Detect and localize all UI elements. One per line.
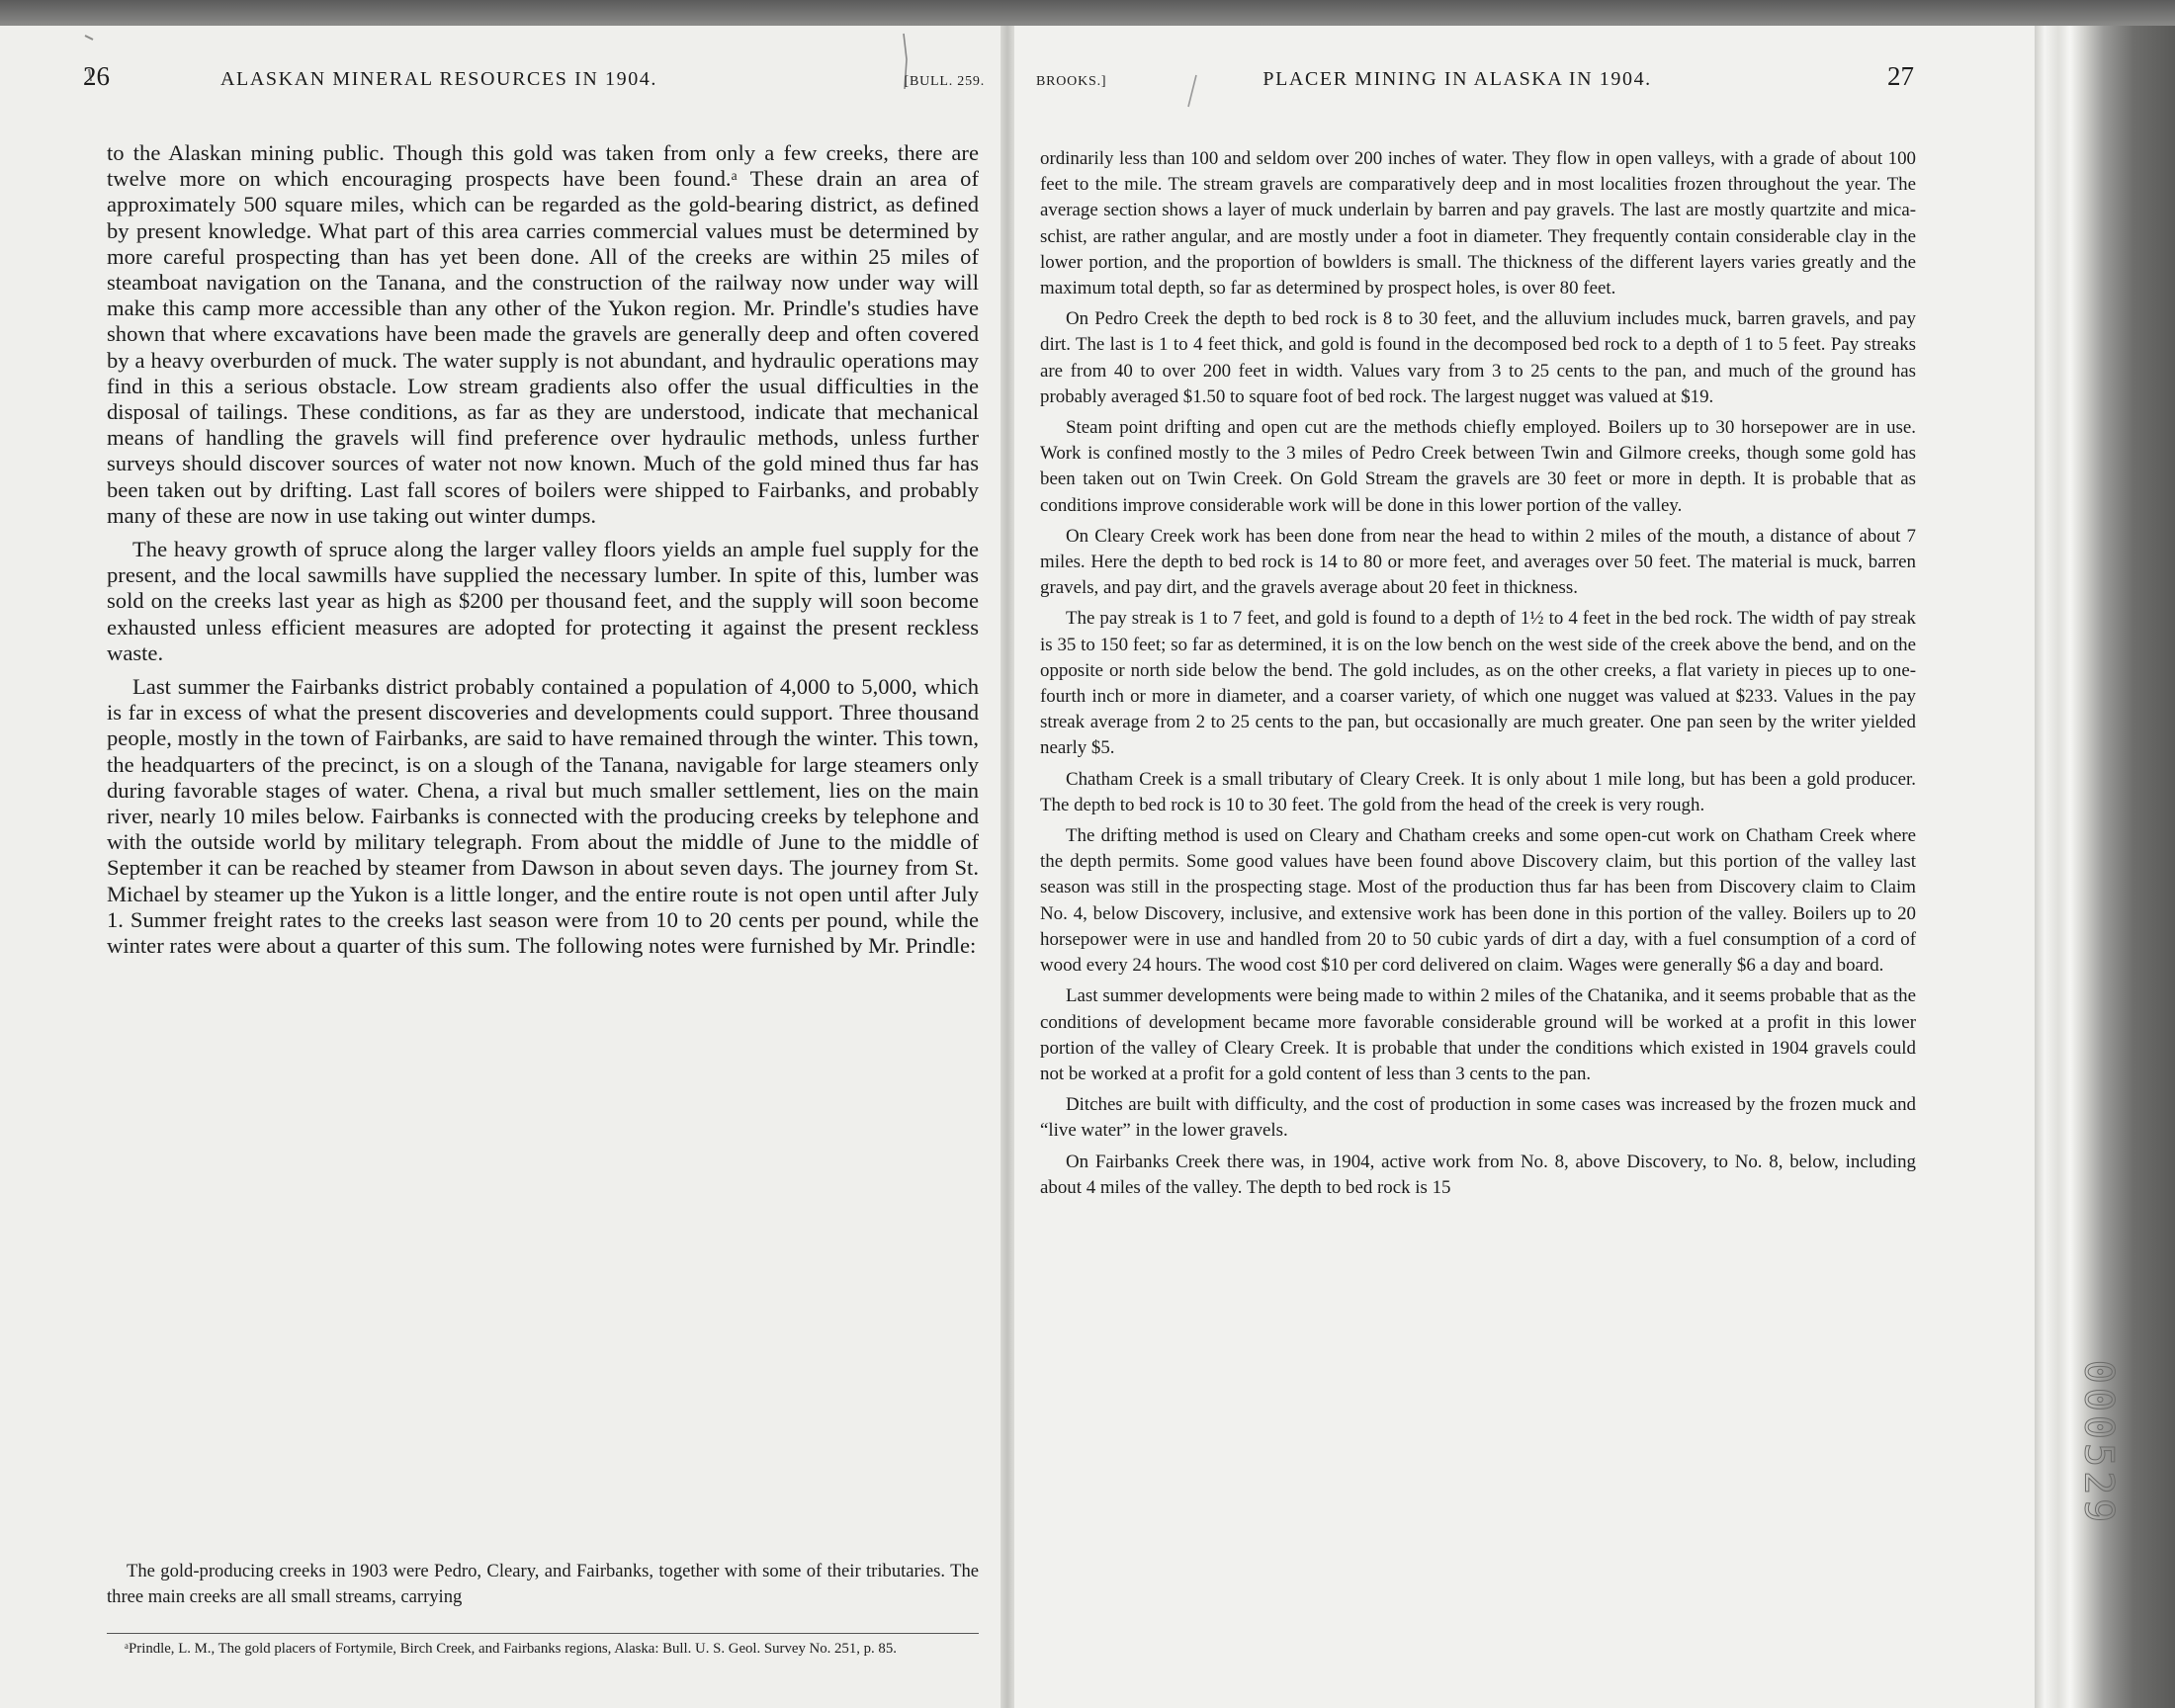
paragraph: Ditches are built with difficulty, and the cost of production in some cases was increased by the frozen muck and “live water” in the lower gravels. [1040, 1094, 1916, 1142]
paragraph: The heavy growth of spruce along the larger valley floors yields an ample fuel supply for the present, and the local sawmills have supplied the necessary lumber. In spite of this, lumber was sold on the creeks last year as high as $200 per thousand feet, and the supply will soon become exhausted unless efficient measures are adopted for protecting it against the present reckless waste. [107, 537, 979, 665]
author-tag: BROOKS.] [1036, 74, 1107, 89]
paragraph: On Fairbanks Creek there was, in 1904, active work from No. 8, above Discovery, to No. 8, below, including about 4 miles of the valley. The depth to bed rock is 15 [1040, 1151, 1916, 1198]
left-running-head [83, 61, 985, 101]
paragraph: On Pedro Creek the depth to bed rock is 8 to 30 feet, and the alluvium includes muck, barren gravels, and pay dirt. The last is 1 to 4 feet thick, and gold is found in the decomposed bed rock to a depth of 1 to 5 feet. Pay streaks are from 40 to over 200 feet in width. Values vary from 3 to 25 cents to the pan, and much of the ground has probably averaged $1.50 to square foot of bed rock. The largest nugget was valued at $19. [1040, 308, 1916, 407]
archive-stamp-number: 000529 [2075, 1359, 2121, 1527]
paragraph: Chatham Creek is a small tributary of Cleary Creek. It is only about 1 mile long, but has been a gold producer. The depth to bed rock is 10 to 30 feet. The gold from the head of the creek is very rough. [1040, 768, 1916, 815]
paragraph: to the Alaskan mining public. Though this gold was taken from only a few creeks, there are twelve more on which encouraging prospects have been found.ᵃ These drain an area of approximately 500 square miles, which can be regarded as the gold-bearing district, as defined by present knowledge. What part of this area carries commercial values must be determined by more careful prospecting than has yet been done. All of the creeks are within 25 miles of steamboat navigation on the Tanana, and the construction of the railway now under way will make this camp more accessible than any other of the Yukon region. Mr. Prindle's studies have shown that where excavations have been made the gravels are generally deep and often covered by a heavy overburden of muck. The water supply is not abundant, and hydraulic operations may find in this a serious obstacle. Low stream gradients also offer the usual difficulties in the disposal of tailings. These conditions, as far as they are understood, indicate that mechanical means of handling the gravels will find preference over hydraulic methods, unless further surveys should discover sources of water not now known. Much of the gold mined thus far has been taken out by drifting. Last fall scores of boilers were shipped to Fairbanks, and probably many of these are now in use taking out winter dumps. [107, 140, 979, 528]
footnote-rule [107, 1633, 979, 1634]
left-running-title: ALASKAN MINERAL RESOURCES IN 1904. [220, 68, 658, 90]
paragraph: The drifting method is used on Cleary and Chatham creeks and some open-cut work on Chatham Creek where the depth permits. Some good values have been found above Discovery claim, but this portion of the valley last season was still in the prospecting stage. Most of the production thus far has been from Discovery claim to Claim No. 4, below Discovery, inclusive, and extensive work has been done in this portion of the valley. Boilers up to 20 horsepower were in use and handled from 20 to 50 cubic yards of dirt a day, with a fuel consumption of a cord of wood every 24 hours. The wood cost $10 per cord delivered on claim. Wages were generally $6 a day and board. [1040, 825, 1916, 977]
right-body-text [1040, 146, 1916, 1206]
right-page-number: 27 [1887, 61, 1914, 91]
paragraph: Last summer developments were being made to within 2 miles of the Chatanika, and it seems probable that as the conditions of development became more favorable considerable ground will be worked at a profit in this lower portion of the valley of Cleary Creek. It is probable that under the conditions which existed in 1904 gravels could not be worked at a profit for a gold content of less than 3 cents to the pan. [1040, 985, 1916, 1084]
archive-stamp [2075, 1324, 2121, 1562]
right-running-title: PLACER MINING IN ALASKA IN 1904. [1262, 68, 1652, 90]
scan-top-band [0, 0, 2175, 26]
left-page-number: 26 [83, 61, 110, 91]
left-body-text [107, 140, 979, 959]
paragraph: On Cleary Creek work has been done from near the head to within 2 miles of the mouth, a distance of about 7 miles. Here the depth to bed rock is 14 to 80 or more feet, and averages over 50 feet. The material is muck, barren gravels, and pay dirt, and the gravels average about 20 feet in thickness. [1040, 525, 1916, 599]
paragraph: Steam point drifting and open cut are the methods chiefly employed. Boilers up to 30 horsepower are in use. Work is confined mostly to the 3 miles of Pedro Creek between Twin and Gilmore creeks, though some gold has been taken out on Twin Creek. On Gold Stream the gravels are 30 feet or more in depth. It is probable that as conditions improve considerable work will be done in this lower portion of the valley. [1040, 417, 1916, 516]
paragraph: The pay streak is 1 to 7 feet, and gold is found to a depth of 1½ to 4 feet in the bed rock. The width of pay streak is 35 to 150 feet; so far as determined, it is on the low bench on the west side of the creek above the bend, and on the opposite or north side below the bend. The gold includes, as on the other creeks, a flat variety in pieces up to one-fourth inch or more in diameter, and a coarser variety, of which one nugget was valued at $233. Values in the pay streak average from 2 to 25 cents to the pan, but occasionally are much greater. One pan seen by the writer yielded nearly $5. [1040, 608, 1916, 759]
quote-text: The gold-producing creeks in 1903 were Pedro, Cleary, and Fairbanks, together with some of their tributaries. The three main creeks are all small streams, carrying [107, 1561, 979, 1607]
footnote [107, 1639, 979, 1660]
paragraph: ordinarily less than 100 and seldom over 200 inches of water. They flow in open valleys, with a grade of about 100 feet to the mile. The stream gravels are comparatively deep and in most localities frozen throughout the year. The average section shows a layer of muck underlain by barren and pay gravels. The last are mostly quartzite and mica-schist, are rather angular, and are mostly under a foot in diameter. They frequently contain considerable clay in the lower portion, and the proportion of bowlders is small. The thickness of the different layers varies greatly and the maximum total depth, so far as determined by prospect holes, is over 80 feet. [1040, 148, 1916, 299]
bulletin-tag: [BULL. 259. [904, 74, 985, 89]
quoted-notes [107, 1559, 979, 1610]
footnote-text: ᵃPrindle, L. M., The gold placers of Fortymile, Birch Creek, and Fairbanks regions, Alaska: Bull. U. S. Geol. Survey No. 251, p. 85. [125, 1641, 897, 1657]
paragraph: Last summer the Fairbanks district probably contained a population of 4,000 to 5,000, which is far in excess of what the present discoveries and developments could support. Three thousand people, mostly in the town of Fairbanks, are said to have remained through the winter. This town, the headquarters of the precinct, is on a slough of the Tanana, navigable for large steamers only during favorable stages of water. Chena, a rival but much smaller settlement, lies on the main river, nearly 10 miles below. Fairbanks is connected with the producing creeks by telephone and with the outside world by military telegraph. From about the middle of June to the middle of September it can be reached by steamer from Dawson in about seven days. The journey from St. Michael by steamer up the Yukon is a little longer, and the entire route is not open until after July 1. Summer freight rates to the creeks last season were from 10 to 20 cents per pound, while the winter rates were about a quarter of this sum. The following notes were furnished by Mr. Prindle: [107, 674, 979, 959]
book-gutter [1000, 26, 1014, 1708]
right-running-head [1036, 61, 1914, 101]
